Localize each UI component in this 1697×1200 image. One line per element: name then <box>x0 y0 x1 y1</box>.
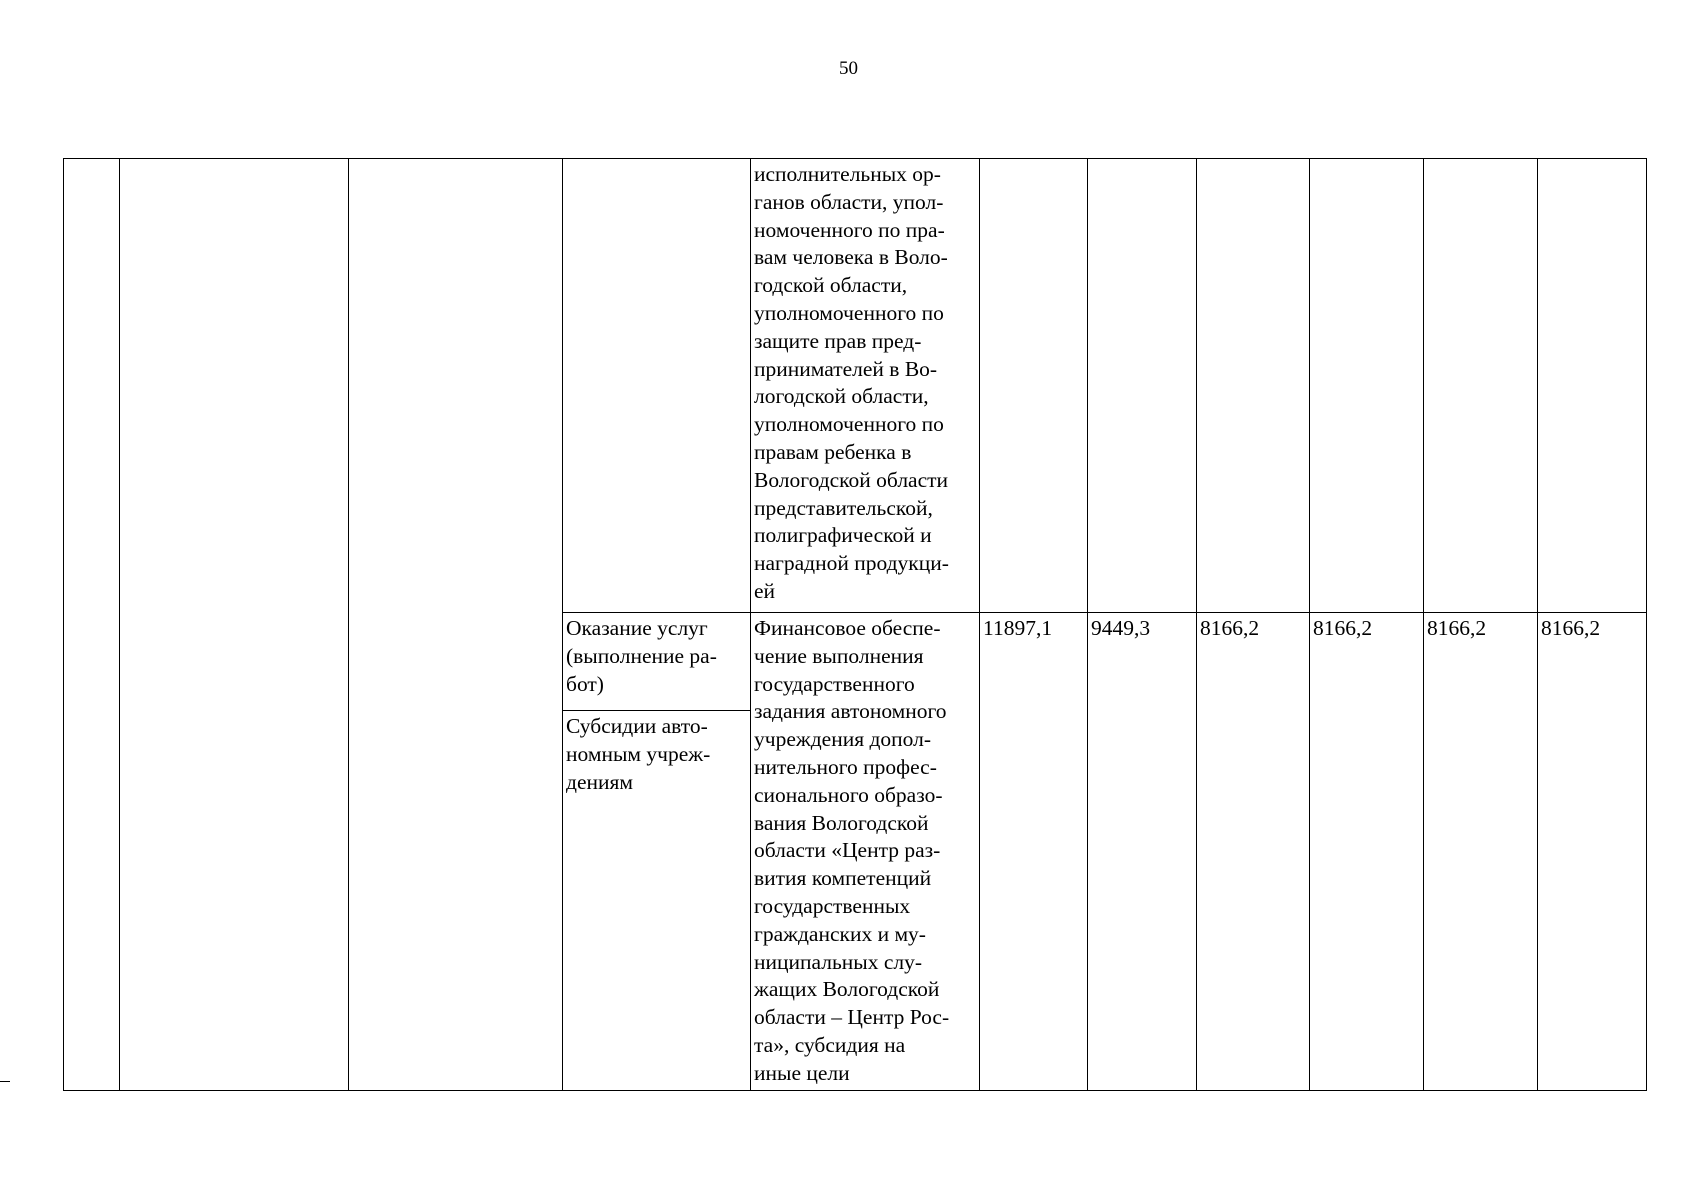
col-type-cell <box>563 159 751 613</box>
col-number-cell <box>64 159 120 1091</box>
value-cell-empty <box>1538 159 1647 613</box>
continuation-description-cell: исполнительных ор- ганов области, упол- номоченного по пра- вам человека в Воло- годской области, уполномоченного по защите прав пред- принимателей в Во- логодской области, уполномоченного по правам ребенка в Вологодской области представительской, полиграфической и наградной продукци- ей <box>751 159 980 613</box>
page-number: 50 <box>839 58 858 79</box>
value-cell-empty <box>1088 159 1197 613</box>
type-subsidies-cell: Субсидии авто- номным учреж- дениям <box>563 711 751 1090</box>
value-cell: 9449,3 <box>1088 613 1197 1091</box>
value-cell: 8166,2 <box>1538 613 1647 1091</box>
value-cell: 8166,2 <box>1424 613 1538 1091</box>
value-cell: 8166,2 <box>1310 613 1424 1091</box>
value-cell-empty <box>980 159 1088 613</box>
budget-table <box>63 158 1647 1091</box>
scan-edge-mark <box>0 1081 10 1082</box>
value-cell: 11897,1 <box>980 613 1088 1091</box>
value-cell: 8166,2 <box>1197 613 1310 1091</box>
value-cell-empty <box>1310 159 1424 613</box>
col-executor-cell <box>349 159 563 1091</box>
description-cell: Финансовое обеспе- чение выполнения государственного задания автономного учреждения допол- нительного профес- сионального образо- вания Вологодской области «Центр раз- вития компетенций государственных гражданских и му- ниципальных слу- жащих Вологодской области – Центр Рос- та», субсидия на иные цели <box>751 613 980 1091</box>
table-row <box>64 159 1647 613</box>
value-cell-empty <box>1424 159 1538 613</box>
type-services-cell: Оказание услуг (выполнение ра- бот) <box>563 613 751 711</box>
col-program-cell <box>120 159 349 1091</box>
value-cell-empty <box>1197 159 1310 613</box>
